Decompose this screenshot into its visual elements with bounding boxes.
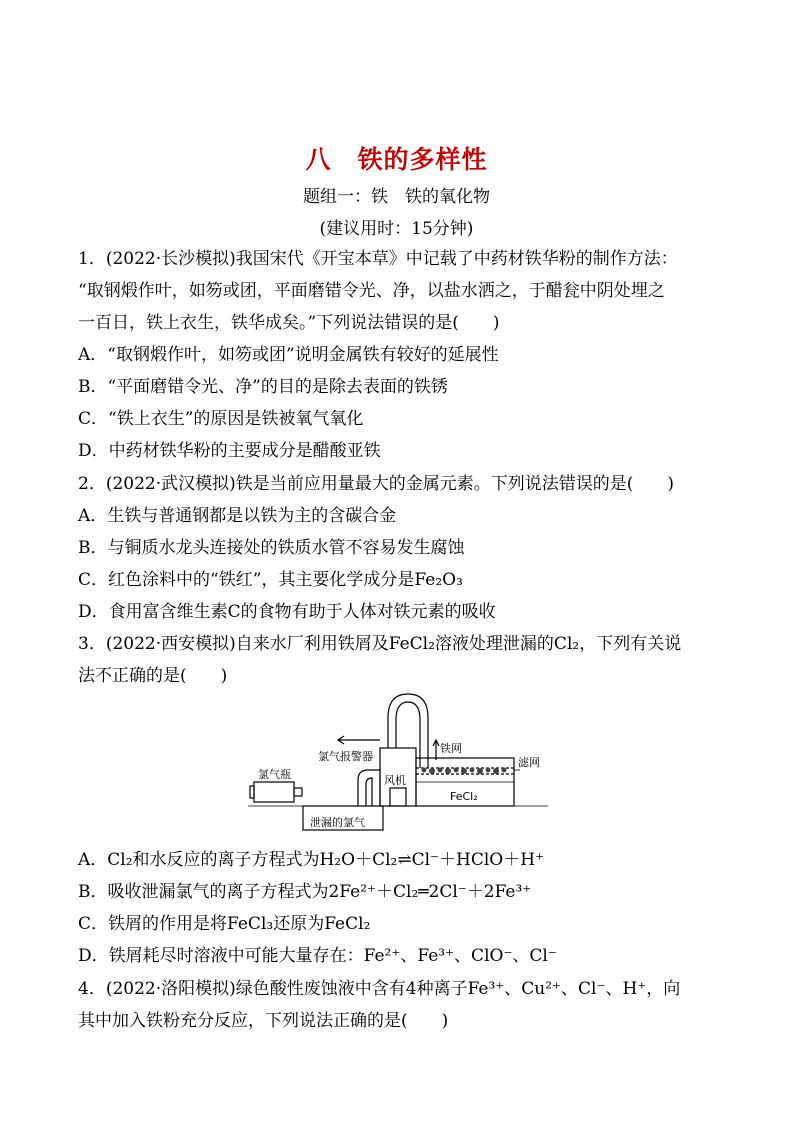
q1-stem-line1: 1．(2022·长沙模拟)我国宋代《开宝本草》中记载了中药材铁华粉的制作方法： [78,249,678,269]
q1-option-a: A．“取钢煅作叶，如笏或团”说明金属铁有较好的延展性 [78,345,499,365]
q2-option-c: C．红色涂料中的“铁红”，其主要化学成分是Fe₂O₃ [78,570,463,590]
q1-option-c: C．“铁上衣生”的原因是铁被氧气氧化 [78,409,364,429]
fan-label: 风机 [384,774,406,787]
q3-option-d: D．铁屑耗尽时溶液中可能大量存在：Fe²⁺、Fe³⁺、ClO⁻、Cl⁻ [78,946,557,966]
alarm-label: 氯气报警器 [318,750,373,763]
iron-mesh-label: 铁网 [440,742,462,755]
q3-stem-line2: 法不正确的是( ) [78,666,228,686]
q4-stem-line1: 4．(2022·洛阳模拟)绿色酸性废蚀液中含有4种离子Fe³⁺、Cu²⁺、Cl⁻、H⁺，向 [78,979,681,999]
time-hint: (建议用时：15分钟) [319,219,474,239]
q2-stem: 2．(2022·武汉模拟)铁是当前应用量最大的金属元素。下列说法错误的是( ) [78,474,675,494]
leak-label: 泄漏的氯气 [310,816,365,829]
q2-option-b: B．与铜质水龙头连接处的铁质水管不容易发生腐蚀 [78,538,465,558]
q2-option-d: D．食用富含维生素C的食物有助于人体对铁元素的吸收 [78,602,496,622]
q1-option-d: D．中药材铁华粉的主要成分是醋酸亚铁 [78,441,381,461]
solution-label: FeCl₂ [450,790,478,803]
q3-stem-line1: 3．(2022·西安模拟)自来水厂利用铁屑及FeCl₂溶液处理泄漏的Cl₂，下列有关说 [78,634,682,654]
filter-label: 滤网 [518,756,540,769]
q1-stem-line3: 一百日，铁上衣生，铁华成矣。”下列说法错误的是( ) [78,313,500,333]
q3-option-a: A．Cl₂和水反应的离子方程式为H₂O＋Cl₂⇌Cl⁻＋HClO＋H⁺ [78,850,545,870]
q3-option-b: B．吸收泄漏氯气的离子方程式为2Fe²⁺＋Cl₂═2Cl⁻＋2Fe³⁺ [78,882,532,902]
cylinder-label: 氯气瓶 [258,768,291,781]
chlorine-treatment-apparatus [248,688,548,836]
q4-stem-line2: 其中加入铁粉充分反应，下列说法正确的是( ) [78,1011,449,1031]
q1-option-b: B．“平面磨错令光、净”的目的是除去表面的铁锈 [78,377,448,397]
q2-option-a: A．生铁与普通钢都是以铁为主的含碳合金 [78,506,397,526]
section-subtitle: 题组一：铁 铁的氧化物 [303,187,490,207]
q3-option-c: C．铁屑的作用是将FeCl₃还原为FeCl₂ [78,914,371,934]
q1-stem-line2: “取钢煅作叶，如笏或团，平面磨错令光、净，以盐水洒之，于醋瓮中阴处埋之 [78,281,665,301]
page-title: 八 铁的多样性 [305,145,488,174]
chlorine-cylinder [254,782,294,802]
